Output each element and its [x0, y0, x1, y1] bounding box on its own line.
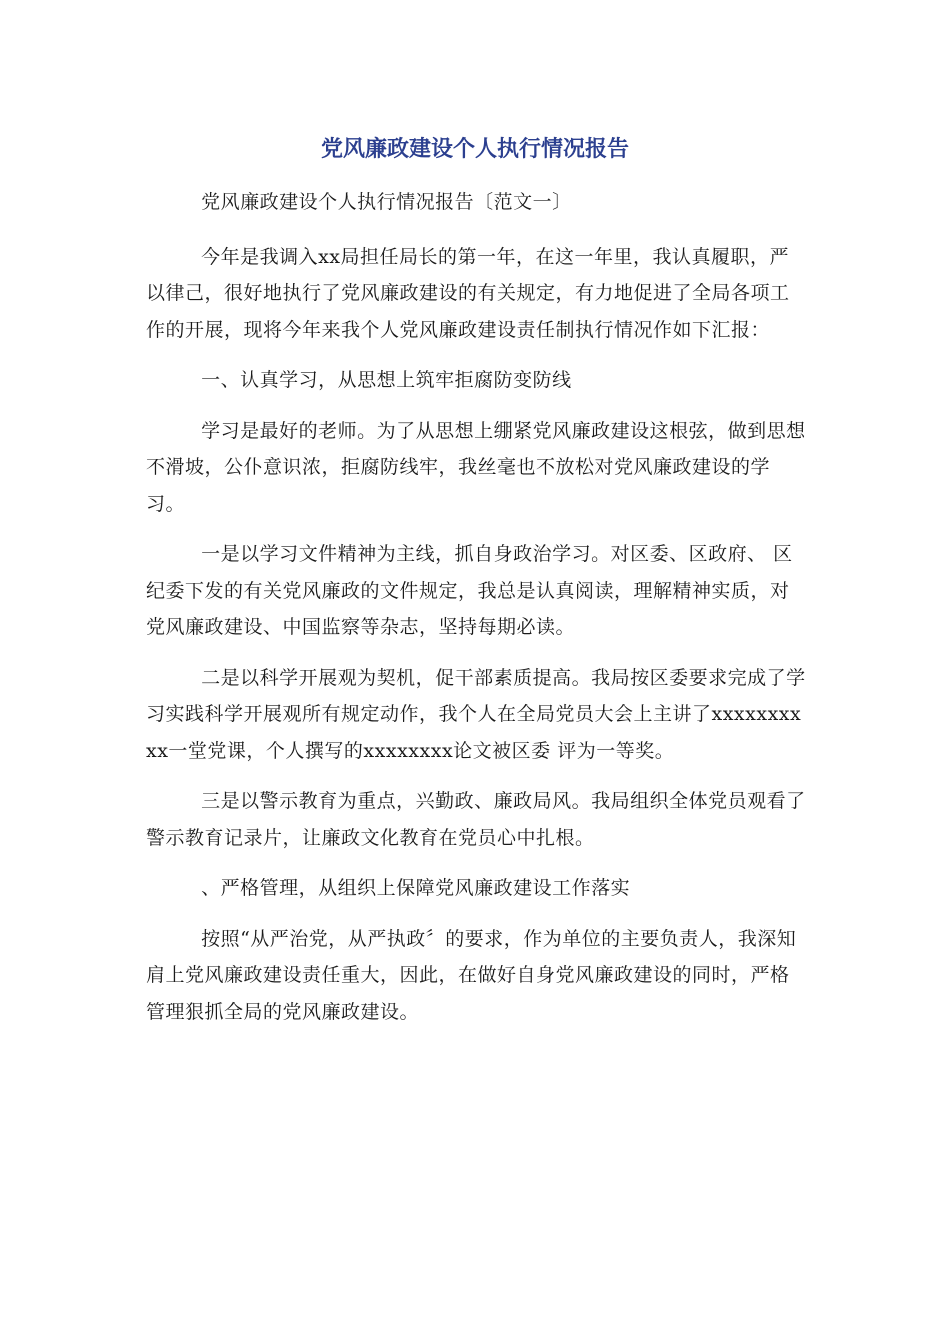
body-paragraph: 一是以学习文件精神为主线，抓自身政治学习。对区委、区政府、 区纪委下发的有关党风廉政的文件规定，我总是认真阅读，理解精神实质，对党风廉政建设、中国监察等杂志，坚持每期必读。: [146, 543, 793, 638]
document-body: [146, 184, 808, 1044]
subtitle-paragraph: 党风廉政建设个人执行情况报告〔范文一〕: [201, 191, 572, 213]
body-paragraph: 学习是最好的老师。为了从思想上绷紧党风廉政建设这根弦，做到思想不滑坡，公仆意识浓，拒腐防线牢，我丝毫也不放松对党风廉政建设的学习。: [146, 419, 806, 515]
document-title: 党风廉政建设个人执行情况报告: [320, 137, 629, 162]
body-paragraph: 二是以科学开展观为契机，促干部素质提高。我局按区委要求完成了学习实践科学开展观所有规定动作，我个人在全局党员大会上主讲了xxxxxxxxxx一堂党课，个人撰写的xxxxxxxx论文被区委 评为一等奖。: [146, 666, 806, 762]
intro-paragraph: 今年是我调入xx局担任局长的第一年，在这一年里，我认真履职，严以律己，很好地执行了党风廉政建设的有关规定，有力地促进了全局各项工作的开展，现将今年来我个人党风廉政建设责任制执行情况作如下汇报：: [146, 245, 790, 341]
section-heading-1: 一、认真学习，从思想上筑牢拒腐防变防线: [201, 369, 572, 391]
section-heading-2: 、严格管理，从组织上保障党风廉政建设工作落实: [201, 877, 631, 899]
body-paragraph: 三是以警示教育为重点，兴勤政、廉政局风。我局组织全体党员观看了警示教育记录片，让廉政文化教育在党员心中扎根。: [146, 790, 806, 849]
body-paragraph: 按照“从严治党，从严执政〞的要求，作为单位的主要负责人，我深知肩上党风廉政建设责任重大，因此，在做好自身党风廉政建设的同时，严格管理狠抓全局的党风廉政建设。: [146, 927, 797, 1023]
